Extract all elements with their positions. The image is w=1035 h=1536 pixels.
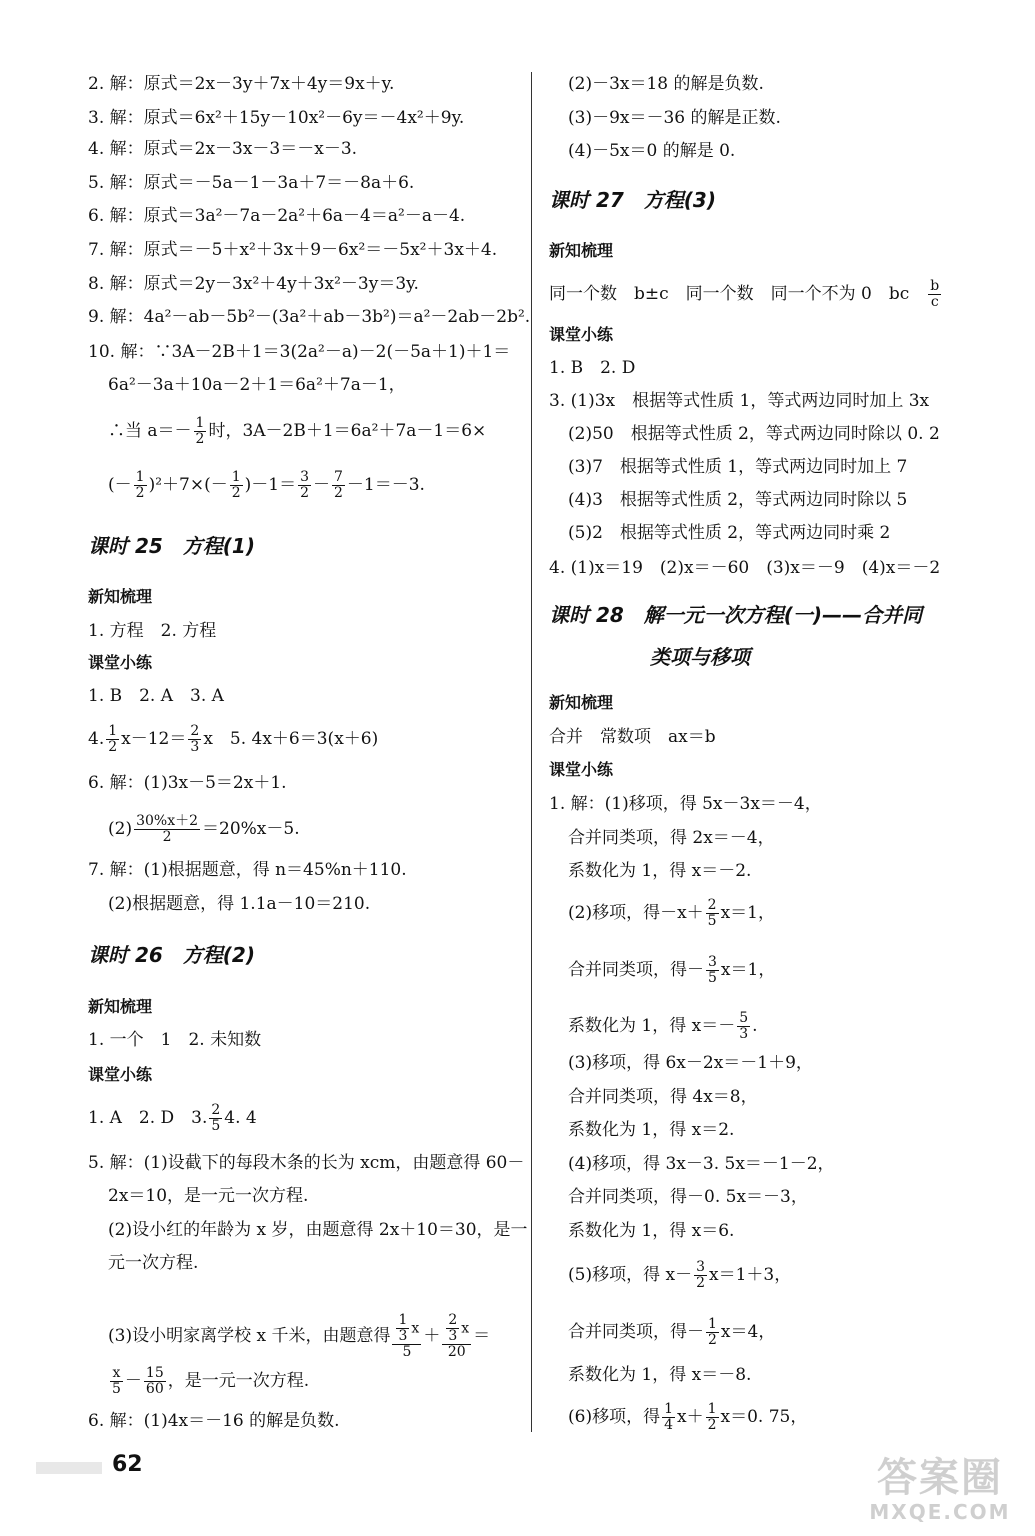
fraction: $\frac{2}{5}$ bbox=[707, 897, 717, 929]
answer-line: 1. B 2. A 3. A bbox=[88, 686, 224, 706]
answer-line: (5)2 根据等式性质 2，等式两边同时乘 2 bbox=[568, 523, 891, 543]
answer-line: 6. 解：(1)4x＝－16 的解是负数. bbox=[88, 1411, 340, 1431]
answer-line: 合并同类项，得－0. 5x＝－3， bbox=[568, 1187, 808, 1207]
answer-line: 元一次方程. bbox=[108, 1253, 199, 1273]
answer-line: 5. 解：(1)设截下的每段木条的长为 xcm，由题意得 60－ bbox=[88, 1153, 525, 1173]
answer-line: 系数化为 1，得 x＝－2. bbox=[568, 861, 752, 881]
section-heading: 课时 26 方程(2) bbox=[88, 943, 255, 967]
subsection-label: 课堂小练 bbox=[549, 760, 614, 779]
page-number-bar bbox=[36, 1462, 102, 1474]
answer-line: ∴当 a＝－ $\frac{1}{2}$ 时，3A－2B＋1＝6a²＋7a－1＝6× bbox=[108, 415, 487, 447]
section-heading: 课时 28 解一元一次方程(一)——合并同 bbox=[549, 603, 923, 627]
answer-line: (3)7 根据等式性质 1，等式两边同时加上 7 bbox=[568, 457, 908, 477]
answer-line: 3. (1)3x 根据等式性质 1，等式两边同时加上 3x bbox=[549, 391, 930, 411]
answer-line: (2)－3x＝18 的解是负数. bbox=[568, 74, 764, 94]
answer-line: (5)移项，得 x－ $\frac{3}{2}$ x＝1＋3， bbox=[568, 1259, 792, 1291]
answer-line: (2) $\frac{30\%x+2}{2}$ ＝20%x－5. bbox=[108, 813, 300, 845]
column-divider bbox=[531, 72, 532, 1432]
fraction: $\frac{x}{5}$ bbox=[112, 1365, 121, 1397]
fraction: $\frac{1}{3}$ x 5 bbox=[392, 1313, 421, 1360]
answer-line: 系数化为 1，得 x＝2. bbox=[568, 1120, 735, 1140]
subsection-label: 课堂小练 bbox=[88, 653, 153, 672]
answer-line: 合并同类项，得 2x＝－4， bbox=[568, 828, 775, 848]
answer-line: 同一个数 b±c 同一个数 同一个不为 0 bc $\frac{b}{c}$ bbox=[549, 278, 940, 310]
answer-line: 6. 解：原式＝3a²－7a－2a²＋6a－4＝a²－a－4. bbox=[88, 206, 466, 226]
section-heading: 课时 25 方程(1) bbox=[88, 534, 255, 558]
fraction: $\frac{1}{4}$ bbox=[664, 1401, 674, 1433]
answer-line: (4)3 根据等式性质 2，等式两边同时除以 5 bbox=[568, 490, 908, 510]
answer-line: 合并 常数项 ax＝b bbox=[549, 727, 716, 747]
answer-line: 4. 解：原式＝2x－3x－3＝－x－3. bbox=[88, 139, 358, 159]
answer-line: 4. (1)x＝19 (2)x＝－60 (3)x＝－9 (4)x＝－2 bbox=[549, 558, 941, 578]
answer-line: (2)设小红的年龄为 x 岁，由题意得 2x＋10＝30，是一 bbox=[108, 1220, 528, 1240]
answer-line: (6)移项，得 $\frac{1}{4}$ x＋ $\frac{1}{2}$ x＝0. 75， bbox=[568, 1401, 808, 1433]
fraction: $\frac{5}{3}$ bbox=[739, 1010, 749, 1042]
fraction: $\frac{b}{c}$ bbox=[930, 278, 940, 310]
page-number: 62 bbox=[112, 1452, 143, 1477]
answer-line: 合并同类项，得 4x＝8， bbox=[568, 1087, 758, 1107]
answer-line: 1. 方程 2. 方程 bbox=[88, 621, 217, 641]
answer-line: 6. 解：(1)3x－5＝2x＋1. bbox=[88, 773, 287, 793]
answer-line: 1. A 2. D 3. $\frac{2}{5}$ 4. 4 bbox=[88, 1102, 257, 1134]
answer-line: 2x＝10，是一元一次方程. bbox=[108, 1186, 309, 1206]
watermark-logo: 答案圈 MXQE.COM bbox=[869, 1455, 1011, 1524]
fraction: $\frac{1}{2}$ bbox=[231, 469, 241, 501]
fraction: $\frac{1}{2}$ bbox=[707, 1401, 717, 1433]
answer-line: 9. 解：4a²－ab－5b²－(3a²＋ab－3b²)＝a²－2ab－2b². bbox=[88, 307, 531, 327]
answer-line: 系数化为 1，得 x＝－8. bbox=[568, 1365, 752, 1385]
fraction: $\frac{1}{2}$ bbox=[135, 469, 145, 501]
fraction: $\frac{2}{5}$ bbox=[211, 1102, 221, 1134]
answer-line: 8. 解：原式＝2y－3x²＋4y＋3x²－3y＝3y. bbox=[88, 274, 419, 294]
answer-line: 7. 解：(1)根据题意，得 n＝45%n＋110. bbox=[88, 860, 407, 880]
fraction: $\frac{2}{3}$ bbox=[190, 723, 200, 755]
answer-line: 4. $\frac{1}{2}$ x－12＝ $\frac{2}{3}$ x 5. 4x＋6＝3(x＋6) bbox=[88, 723, 379, 755]
fraction: $\frac{7}{2}$ bbox=[334, 469, 343, 501]
subsection-label: 课堂小练 bbox=[549, 325, 614, 344]
answer-line: (3)设小明家离学校 x 千米，由题意得 $\frac{1}{3}$ x 5 ＋ $\frac{2}{3}$ x 20 ＝ bbox=[108, 1312, 491, 1360]
answer-line: (4)－5x＝0 的解是 0. bbox=[568, 141, 736, 161]
subsection-label: 新知梳理 bbox=[88, 587, 153, 606]
answer-line: 3. 解：原式＝6x²＋15y－10x²－6y＝－4x²＋9y. bbox=[88, 108, 465, 128]
fraction: $\frac{1}{2}$ bbox=[708, 1316, 717, 1348]
answer-line: (2)移项，得－x＋ $\frac{2}{5}$ x＝1， bbox=[568, 897, 775, 929]
fraction: $\frac{1}{2}$ bbox=[108, 723, 118, 755]
fraction: $\frac{3}{2}$ bbox=[300, 469, 309, 501]
answer-line: 1. 一个 1 2. 未知数 bbox=[88, 1030, 262, 1050]
answer-line: (2)50 根据等式性质 2，等式两边同时除以 0. 2 bbox=[568, 424, 940, 444]
answer-line: (3)－9x＝－36 的解是正数. bbox=[568, 108, 781, 128]
answer-line: 1. B 2. D bbox=[549, 358, 636, 378]
fraction: $\frac{30\%x+2}{2}$ bbox=[136, 813, 199, 845]
answer-line: 合并同类项，得－ $\frac{1}{2}$ x＝4， bbox=[568, 1316, 776, 1348]
subsection-label: 课堂小练 bbox=[88, 1065, 153, 1084]
fraction: $\frac{2}{3}$ x 20 bbox=[442, 1313, 471, 1360]
answer-line: (4)移项，得 3x－3. 5x＝－1－2， bbox=[568, 1154, 835, 1174]
answer-line: (2)根据题意，得 1.1a－10＝210. bbox=[108, 894, 371, 914]
answer-line: $\frac{x}{5}$ － $\frac{15}{60}$ ，是一元一次方程. bbox=[112, 1365, 310, 1397]
fraction: $\frac{3}{2}$ bbox=[696, 1259, 705, 1291]
answer-line: 合并同类项，得－ $\frac{3}{5}$ x＝1， bbox=[568, 954, 776, 986]
answer-line: 系数化为 1，得 x＝－ $\frac{5}{3}$ . bbox=[568, 1010, 758, 1042]
answer-line: 6a²－3a＋10a－2＋1＝6a²＋7a－1， bbox=[108, 375, 406, 395]
answer-line: (3)移项，得 6x－2x＝－1＋9， bbox=[568, 1053, 813, 1073]
answer-line: 5. 解：原式＝－5a－1－3a＋7＝－8a＋6. bbox=[88, 173, 415, 193]
section-heading: 课时 27 方程(3) bbox=[549, 188, 716, 212]
answer-line: 2. 解：原式＝2x－3y＋7x＋4y＝9x＋y. bbox=[88, 74, 395, 94]
fraction: $\frac{1}{2}$ bbox=[195, 415, 205, 447]
answer-line: 7. 解：原式＝－5＋x²＋3x＋9－6x²＝－5x²＋3x＋4. bbox=[88, 240, 498, 260]
subsection-label: 新知梳理 bbox=[88, 997, 153, 1016]
answer-line: 10. 解：∵3A－2B＋1＝3(2a²－a)－2(－5a＋1)＋1＝ bbox=[88, 342, 511, 362]
answer-line: 1. 解：(1)移项，得 5x－3x＝－4， bbox=[549, 794, 822, 814]
answer-line: 系数化为 1，得 x＝6. bbox=[568, 1221, 735, 1241]
fraction: $\frac{15}{60}$ bbox=[145, 1365, 164, 1397]
answer-line: (－ $\frac{1}{2}$ )²＋7×(－ $\frac{1}{2}$ )－1＝ $\frac{3}{2}$ － $\frac{7}{2}$ －1＝－3. bbox=[108, 469, 425, 501]
section-heading: 类项与移项 bbox=[650, 645, 750, 669]
subsection-label: 新知梳理 bbox=[549, 693, 614, 712]
subsection-label: 新知梳理 bbox=[549, 241, 614, 260]
fraction: $\frac{3}{5}$ bbox=[708, 954, 717, 986]
